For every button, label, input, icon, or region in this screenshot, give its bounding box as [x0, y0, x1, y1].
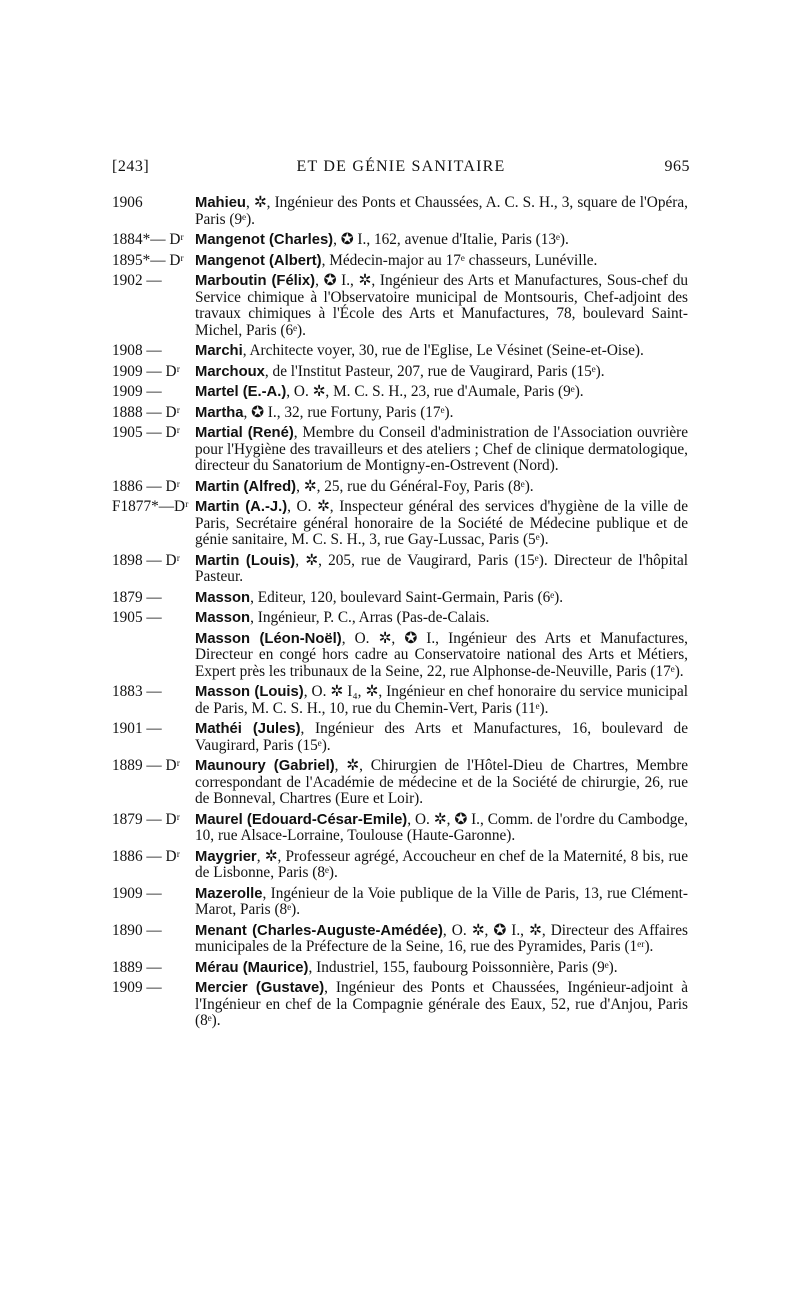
running-title: ET DE GÉNIE SANITAIRE — [296, 158, 506, 175]
member-entry — [112, 253, 688, 270]
entry-name: Masson (Léon-Noël) — [195, 630, 342, 647]
member-entry — [112, 425, 688, 475]
member-entry — [112, 886, 688, 919]
member-entry — [112, 849, 688, 882]
member-entry — [112, 499, 688, 549]
entry-year: 1909 — — [112, 979, 162, 996]
entry-year: 1884*— Dʳ — [112, 231, 184, 248]
entry-name: Martel (E.-A.) — [195, 384, 287, 400]
entry-name: Maunoury (Gabriel) — [195, 758, 335, 774]
entry-name: Masson — [195, 610, 251, 626]
entry-description: , Architecte voyer, 30, rue de l'Eglise, Le Vésinet (Seine-et-Oise). — [242, 342, 644, 359]
entry-year: 1886 — Dʳ — [112, 847, 180, 865]
member-entry — [112, 195, 688, 228]
entry-name: Martin (Louis) — [195, 552, 296, 569]
entry-description: , O. ✲, ✪ I., Ingénieur des Arts et Manufactures, Directeur en congé hors cadre au Conservatoire national des Arts et Métiers, Expert près les tribunaux de la Seine, 22, rue Alphonse-de-Neuville, Paris (17ᵉ). — [195, 629, 688, 680]
entry-name: Martin (A.-J.) — [195, 499, 288, 515]
entry-year: 1889 — Dʳ — [112, 757, 180, 774]
entry-name: Mangenot (Charles) — [195, 232, 334, 248]
entry-name: Marchoux — [195, 363, 265, 380]
member-entry — [112, 553, 688, 586]
page-header — [112, 158, 690, 180]
entry-name: Mérau (Maurice) — [195, 959, 309, 976]
entry-description: , O. ✲, ✪ I., Comm. de l'ordre du Cambodge, 10, rue Alsace-Lorraine, Toulouse (Haute-Garonne). — [195, 810, 688, 844]
entry-description: , ✲, Professeur agrégé, Accoucheur en chef de la Maternité, 8 bis, rue de Lisbonne, Paris (8ᵉ). — [195, 847, 688, 881]
entry-description: , O. ✲, Inspecteur général des services d'hygiène de la ville de Paris, Secrétaire général honoraire de la Société de Médecine publique et de génie sanitaire, M. C. S. H., 3, rue Gay-Lussac, Paris (5ᵉ). — [195, 498, 688, 548]
page-number: 965 — [664, 158, 690, 175]
member-entry — [112, 590, 688, 607]
member-entry — [112, 812, 688, 845]
member-entry — [112, 684, 688, 717]
entry-year: 1905 — — [112, 609, 162, 626]
entry-year: 1909 — — [112, 884, 162, 902]
entry-year: 1906 — [112, 194, 143, 211]
entry-description: , ✲, 25, rue du Général-Foy, Paris (8ᵉ). — [296, 477, 534, 495]
entry-year: 1905 — Dʳ — [112, 424, 180, 441]
entry-description: , O. ✲, M. C. S. H., 23, rue d'Aumale, Paris (9ᵉ). — [286, 383, 584, 400]
entry-year: F1877*—Dʳ — [112, 498, 189, 515]
entry-year: 1886 — Dʳ — [112, 477, 180, 495]
member-entry — [112, 343, 688, 360]
entry-name: Masson — [195, 589, 251, 606]
entry-year: 1883 — — [112, 683, 162, 700]
entry-year: 1901 — — [112, 720, 162, 737]
member-entry — [112, 960, 688, 977]
entry-name: Maygrier — [195, 848, 257, 865]
entry-year: 1898 — Dʳ — [112, 551, 180, 569]
entry-name: Mercier (Gustave) — [195, 980, 325, 996]
entry-description: , Editeur, 120, boulevard Saint-Germain, Paris (6ᵉ). — [250, 588, 564, 606]
entry-description: , ✪ I., ✲, Ingénieur des Arts et Manufactures, Sous-chef du Service chimique à l'Observatoire municipal de Montsouris, Chef-adjoint des travaux chimiques à l'École des Arts et Manufactures, 78, boulevard Saint-Michel, Paris (6ᵉ). — [195, 272, 688, 339]
entry-year: 1889 — — [112, 958, 162, 976]
entry-year: 1909 — — [112, 383, 162, 400]
entry-description: , Ingénieur de la Voie publique de la Ville de Paris, 13, rue Clément-Marot, Paris (8ᵉ). — [195, 884, 688, 918]
member-list — [112, 195, 688, 1034]
entry-name: Mahieu — [195, 195, 246, 211]
entry-year: 1909 — Dʳ — [112, 362, 180, 380]
member-entry — [112, 405, 688, 422]
entry-description: , ✲, Chirurgien de l'Hôtel-Dieu de Chartres, Membre correspondant de l'Académie de médecine et de la Société de chirurgie, 26, rue de Bonneval, Chartres (Eure et Loir). — [195, 757, 688, 807]
entry-name: Maurel (Edouard-César-Emile) — [195, 811, 408, 828]
entry-description: , Industriel, 155, faubourg Poissonnière, Paris (9ᵉ). — [308, 958, 618, 976]
member-entry — [112, 232, 688, 249]
entry-name: Mangenot (Albert) — [195, 252, 322, 269]
entry-name: Martha — [195, 404, 244, 421]
entry-name: Marchi — [195, 343, 243, 359]
entry-description: , de l'Institut Pasteur, 207, rue de Vaugirard, Paris (15ᵉ). — [264, 362, 605, 380]
member-entry — [112, 721, 688, 754]
entry-description: , ✲, 205, rue de Vaugirard, Paris (15ᵉ). Directeur de l'hôpital Pasteur. — [195, 551, 688, 585]
member-entry — [112, 273, 688, 339]
entry-description: , ✪ I., 162, avenue d'Italie, Paris (13ᵉ). — [333, 231, 569, 248]
entry-year: 1902 — — [112, 272, 162, 289]
entry-description: , Ingénieur des Ponts et Chaussées, Ingénieur-adjoint à l'Ingénieur en chef de la Compagnie générale des Eaux, 52, rue d'Anjou, Paris (8ᵉ). — [195, 979, 688, 1029]
entry-year: 1895*— Dʳ — [112, 251, 184, 269]
member-entry — [112, 980, 688, 1030]
entry-year: 1879 — — [112, 588, 162, 606]
page-ref-number: [243] — [112, 158, 150, 175]
entry-description: , Ingénieur des Arts et Manufactures, 16, boulevard de Vaugirard, Paris (15ᵉ). — [195, 720, 688, 754]
entry-description: , Membre du Conseil d'administration de l'Association ouvrière pour l'Hygiène des travailleurs et des ateliers ; Chef de clinique dermatologique, directeur du Sanatorium de Montigny-en-Ostrevent (Nord). — [195, 424, 688, 474]
entry-year: 1879 — Dʳ — [112, 810, 180, 828]
entry-name: Mathéi (Jules) — [195, 721, 301, 737]
member-entry — [112, 479, 688, 496]
entry-description: , ✲, Ingénieur des Ponts et Chaussées, A. C. S. H., 3, square de l'Opéra, Paris (9ᵉ). — [195, 194, 688, 228]
entry-name: Martial (René) — [195, 425, 294, 441]
entry-year: 1888 — Dʳ — [112, 403, 180, 421]
member-entry — [112, 610, 688, 627]
entry-description: , O. ✲, ✪ I., ✲, Directeur des Affaires municipales de la Préfecture de la Seine, 16, rue des Pyramides, Paris (1ᵉʳ). — [195, 921, 689, 955]
member-entry — [112, 923, 688, 956]
entry-year: 1908 — — [112, 342, 162, 359]
member-entry — [112, 384, 688, 401]
member-entry — [112, 631, 688, 681]
member-entry — [112, 758, 688, 808]
entry-name: Marboutin (Félix) — [195, 273, 316, 289]
entry-name: Martin (Alfred) — [195, 478, 297, 495]
entry-year: 1890 — — [112, 921, 162, 939]
entry-description: , Médecin-major au 17ᵉ chasseurs, Lunéville. — [321, 251, 598, 269]
entry-description: , O. ✲ I₄, ✲, Ingénieur en chef honoraire du service municipal de Paris, M. C. S. H., 10, rue du Chemin-Vert, Paris (11ᵉ). — [195, 683, 688, 717]
entry-name: Masson (Louis) — [195, 684, 304, 700]
entry-description: , Ingénieur, P. C., Arras (Pas-de-Calais. — [250, 609, 490, 626]
entry-name: Menant (Charles-Auguste-Amédée) — [195, 922, 443, 939]
entry-description: , ✪ I., 32, rue Fortuny, Paris (17ᵉ). — [243, 403, 454, 421]
member-entry — [112, 364, 688, 381]
entry-name: Mazerolle — [195, 885, 263, 902]
